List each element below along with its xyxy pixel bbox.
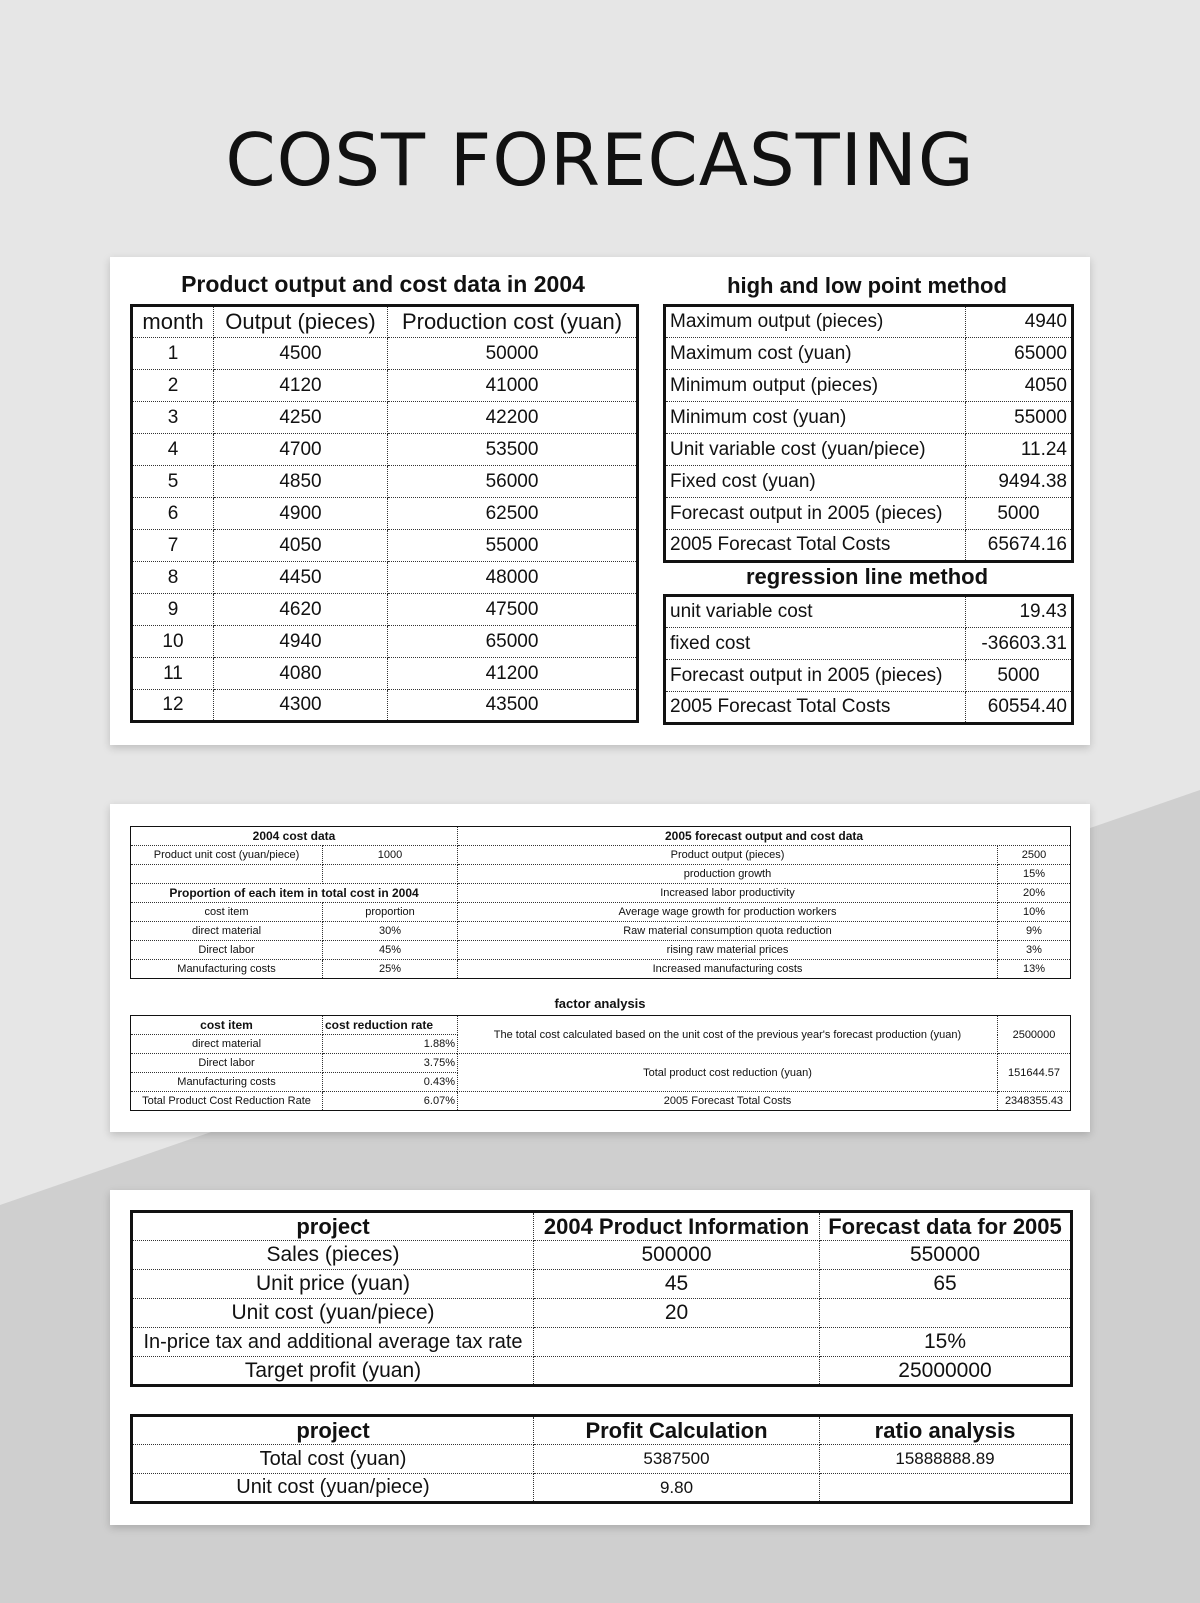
table-row [132,562,638,594]
table-row [665,498,1073,530]
label-cell: unit variable cost [665,596,966,628]
high-low-table [663,304,1074,563]
table-header-row [132,1416,1072,1445]
project-label: In-price tax and additional average tax rate [132,1328,534,1357]
cost-cell: 62500 [388,498,638,530]
value-cell: 11.24 [966,434,1073,466]
table-row [131,1054,1071,1073]
output-cell: 4940 [214,626,388,658]
header-2004-info: 2004 Product Information [534,1212,820,1241]
output-cost-table [130,304,639,723]
table-row [665,466,1073,498]
cost-item-cell: direct material [131,922,323,941]
table-row [132,434,638,466]
cost-item-cell: Manufacturing costs [131,960,323,979]
regression-table [663,594,1074,725]
table-row [131,960,1071,979]
cost-cell: 55000 [388,530,638,562]
col-cost-item: cost item [131,903,323,922]
value-cell: 65674.16 [966,530,1073,562]
label-cell: Fixed cost (yuan) [665,466,966,498]
forecast-value: 13% [998,960,1071,979]
cost-item-cell: Manufacturing costs [131,1073,323,1092]
table-row [132,690,638,722]
table-row [131,865,1071,884]
label-cell: Maximum output (pieces) [665,306,966,338]
value-2005: 25000000 [820,1357,1072,1386]
table-row [131,846,1071,865]
table-row [132,626,638,658]
table-row [132,1270,1072,1299]
value-cell: 5000 [966,498,1073,530]
value-cell: 9494.38 [966,466,1073,498]
project-label: Unit price (yuan) [132,1270,534,1299]
month-cell: 3 [132,402,214,434]
table-row [132,1445,1072,1474]
forecast-value: 2500 [998,846,1071,865]
header-project: project [132,1212,534,1241]
ratio-value: 15888888.89 [820,1445,1072,1474]
month-cell: 8 [132,562,214,594]
forecast-value: 20% [998,884,1071,903]
output-cell: 4850 [214,466,388,498]
label-cell: Maximum cost (yuan) [665,338,966,370]
table-row [131,1016,1071,1035]
label-cell: fixed cost [665,628,966,660]
table-row [665,338,1073,370]
unit-cost-value: 1000 [323,846,458,865]
table-row [131,884,1071,903]
table-header-row [132,1212,1072,1241]
month-cell: 5 [132,466,214,498]
table-row [665,306,1073,338]
table-row [665,370,1073,402]
month-cell: 1 [132,338,214,370]
table-row [132,466,638,498]
col-proportion: proportion [323,903,458,922]
output-cell: 4250 [214,402,388,434]
reduction-rate-cell: 1.88% [323,1035,458,1054]
table-row [131,941,1071,960]
table-row [665,660,1073,692]
month-cell: 11 [132,658,214,690]
cost-2004-table [130,826,1071,979]
proportion-cell: 25% [323,960,458,979]
output-cell: 4700 [214,434,388,466]
ratio-value [820,1474,1072,1503]
value-cell: 55000 [966,402,1073,434]
output-cell: 4300 [214,690,388,722]
reduction-rate-cell: 3.75% [323,1054,458,1073]
value-2005: 65 [820,1270,1072,1299]
value-2004 [534,1357,820,1386]
label-cell: Minimum output (pieces) [665,370,966,402]
cost-cell: 48000 [388,562,638,594]
label-cell: Unit variable cost (yuan/piece) [665,434,966,466]
output-cell: 4900 [214,498,388,530]
table-header-row [131,827,1071,846]
table-row [132,594,638,626]
project-panel [110,1190,1090,1525]
regression-caption: regression line method [745,564,989,589]
forecast-label: rising raw material prices [458,941,998,960]
table-row [132,1328,1072,1357]
value-cell: 5000 [966,660,1073,692]
table-header-row [132,306,638,338]
forecast-label: Product output (pieces) [458,846,998,865]
col-reduction-rate: cost reduction rate [323,1016,458,1035]
header-production-cost: Production cost (yuan) [388,306,638,338]
value-cell: 19.43 [966,596,1073,628]
value-2005 [820,1299,1072,1328]
project-label: Target profit (yuan) [132,1357,534,1386]
table-row [665,628,1073,660]
project-table [130,1210,1073,1387]
table-row [132,1357,1072,1386]
table-row [132,498,638,530]
value-cell: 4940 [966,306,1073,338]
proportion-cell: 30% [323,922,458,941]
cost-cell: 41200 [388,658,638,690]
reduction-rate-cell: 0.43% [323,1073,458,1092]
empty-cell [131,865,323,884]
output-table-caption: Product output and cost data in 2004 [181,271,585,297]
month-cell: 9 [132,594,214,626]
table-row [131,1092,1071,1111]
value-2004: 20 [534,1299,820,1328]
value-cell: -36603.31 [966,628,1073,660]
cost-cell: 50000 [388,338,638,370]
forecast-label: Increased labor productivity [458,884,998,903]
header-month: month [132,306,214,338]
label-cell: 2005 Forecast Total Costs [665,530,966,562]
forecast-label: production growth [458,865,998,884]
forecast-label: Raw material consumption quota reduction [458,922,998,941]
total-cost-label: The total cost calculated based on the unit cost of the previous year's forecast production (yuan) [458,1016,998,1054]
label-cell: Forecast output in 2005 (pieces) [665,660,966,692]
value-cell: 4050 [966,370,1073,402]
value-2005: 550000 [820,1241,1072,1270]
factor-analysis-table [130,1015,1071,1111]
cost-cell: 65000 [388,626,638,658]
month-cell: 2 [132,370,214,402]
value-2004 [534,1328,820,1357]
value-2005: 15% [820,1328,1072,1357]
label-cell: 2005 Forecast Total Costs [665,692,966,724]
table-row [665,530,1073,562]
proportion-cell: 45% [323,941,458,960]
header-output: Output (pieces) [214,306,388,338]
header-ratio-analysis: ratio analysis [820,1416,1072,1445]
forecast-label: Increased manufacturing costs [458,960,998,979]
cost-item-cell: Direct labor [131,941,323,960]
project-label: Total cost (yuan) [132,1445,534,1474]
cost-cell: 43500 [388,690,638,722]
project-label: Unit cost (yuan/piece) [132,1299,534,1328]
value-2004: 45 [534,1270,820,1299]
table-row [132,370,638,402]
table-row [665,402,1073,434]
output-cell: 4620 [214,594,388,626]
month-cell: 4 [132,434,214,466]
output-cell: 4080 [214,658,388,690]
cost-cell: 53500 [388,434,638,466]
total-cost-value: 2500000 [998,1016,1071,1054]
forecast-2005-title: 2005 forecast output and cost data [458,827,1071,846]
cost-item-cell: Total Product Cost Reduction Rate [131,1092,323,1111]
output-cell: 4050 [214,530,388,562]
table-row [132,1241,1072,1270]
table-row [131,903,1071,922]
table-row [665,692,1073,724]
output-cell: 4120 [214,370,388,402]
high-low-caption: high and low point method [727,273,1007,298]
empty-cell [323,865,458,884]
cost-data-panel [110,804,1090,1132]
table-row [665,434,1073,466]
month-cell: 12 [132,690,214,722]
month-cell: 7 [132,530,214,562]
month-cell: 6 [132,498,214,530]
unit-cost-label: Product unit cost (yuan/piece) [131,846,323,865]
cost-cell: 41000 [388,370,638,402]
forecast-value: 15% [998,865,1071,884]
table-row [132,1299,1072,1328]
cost-cell: 47500 [388,594,638,626]
table-row [131,922,1071,941]
forecast-value: 3% [998,941,1071,960]
proportion-title: Proportion of each item in total cost in 2004 [131,884,458,903]
table-row [132,402,638,434]
col-cost-item: cost item [131,1016,323,1035]
value-cell: 60554.40 [966,692,1073,724]
reduction-value: 151644.57 [998,1054,1071,1092]
month-cell: 10 [132,626,214,658]
header-profit-calculation: Profit Calculation [534,1416,820,1445]
profit-value: 9.80 [534,1474,820,1503]
table-row [132,1474,1072,1503]
project-label: Unit cost (yuan/piece) [132,1474,534,1503]
table-row [132,338,638,370]
table-row [665,596,1073,628]
profit-table [130,1414,1073,1504]
forecast-total-label: 2005 Forecast Total Costs [458,1092,998,1111]
factor-analysis-caption: factor analysis [554,996,646,1011]
forecast-total-value: 2348355.43 [998,1092,1071,1111]
page-title: COST FORECASTING [225,118,975,202]
forecast-value: 9% [998,922,1071,941]
table-row [132,658,638,690]
cost-item-cell: Direct labor [131,1054,323,1073]
output-cost-panel [110,257,1090,745]
output-cell: 4450 [214,562,388,594]
cost-item-cell: direct material [131,1035,323,1054]
cost-2004-title: 2004 cost data [131,827,458,846]
cost-cell: 56000 [388,466,638,498]
cost-cell: 42200 [388,402,638,434]
reduction-rate-cell: 6.07% [323,1092,458,1111]
header-project: project [132,1416,534,1445]
label-cell: Minimum cost (yuan) [665,402,966,434]
forecast-value: 10% [998,903,1071,922]
project-label: Sales (pieces) [132,1241,534,1270]
label-cell: Forecast output in 2005 (pieces) [665,498,966,530]
table-row [132,530,638,562]
output-cell: 4500 [214,338,388,370]
header-2005-forecast: Forecast data for 2005 [820,1212,1072,1241]
forecast-label: Average wage growth for production workers [458,903,998,922]
profit-value: 5387500 [534,1445,820,1474]
value-2004: 500000 [534,1241,820,1270]
value-cell: 65000 [966,338,1073,370]
reduction-label: Total product cost reduction (yuan) [458,1054,998,1092]
